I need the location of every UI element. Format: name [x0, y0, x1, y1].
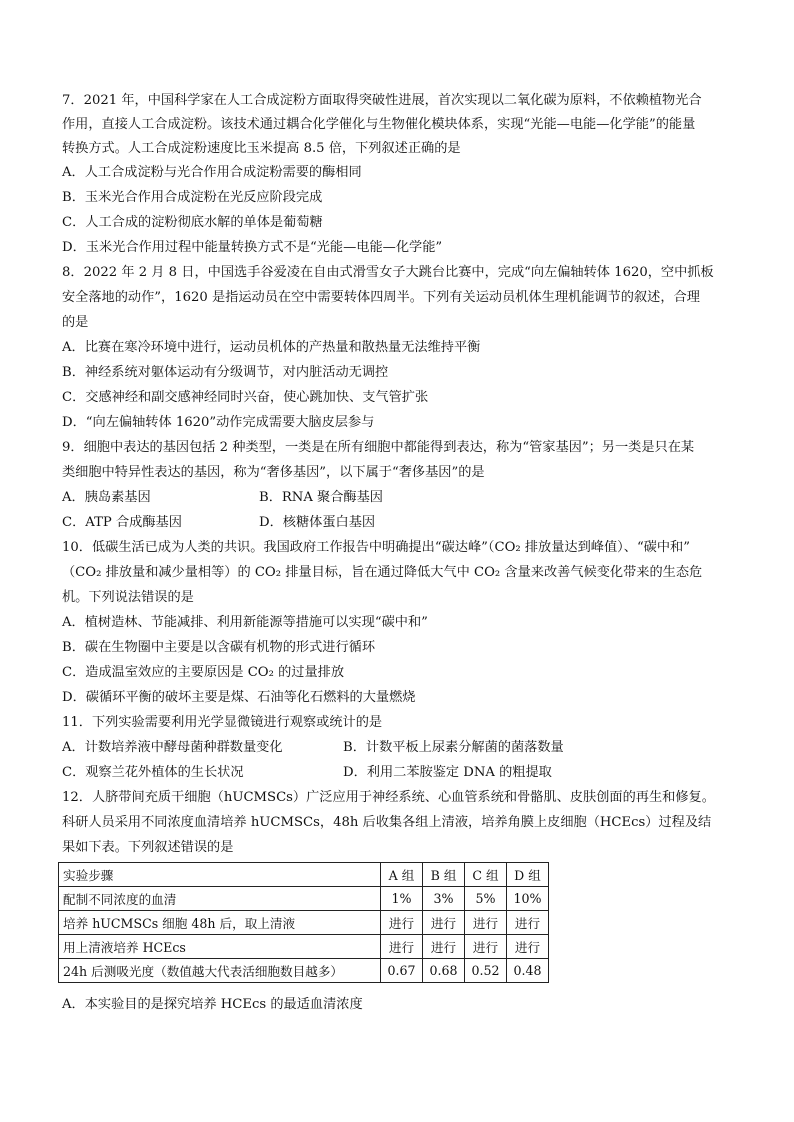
q9-stem-line-2: 类细胞中特异性表达的基因，称为“奢侈基因”，以下属于“奢侈基因”的是: [62, 465, 485, 480]
table-cell: 培养 hUCMSCs 细胞 48h 后，取上清液: [59, 911, 381, 935]
q8-option-a: A．比赛在寒冷环境中进行，运动员机体的产热量和散热量无法维持平衡: [62, 340, 481, 355]
q10-option-d: D．碳循环平衡的破坏主要是煤、石油等化石燃料的大量燃烧: [62, 690, 416, 705]
q11-option-b: B．计数平板上尿素分解菌的菌落数量: [343, 740, 564, 755]
q12-option-a: A．本实验目的是探究培养 HCEcs 的最适血清浓度: [62, 997, 363, 1012]
table-header-cell: B 组: [423, 863, 465, 887]
table-cell: 0.67: [381, 959, 423, 983]
q9-option-c: C．ATP 合成酶基因: [62, 515, 182, 530]
table-header-cell: 实验步骤: [59, 863, 381, 887]
q11-option-d: D．利用二苯胺鉴定 DNA 的粗提取: [343, 765, 552, 780]
q7-option-d: D．玉米光合作用过程中能量转换方式不是“光能—电能—化学能”: [62, 240, 443, 255]
table-cell: 进行: [465, 935, 507, 959]
table-cell: 0.48: [507, 959, 549, 983]
table-row: [59, 959, 549, 983]
q11-option-c: C．观察兰花外植体的生长状况: [62, 765, 244, 780]
table-cell: 0.68: [423, 959, 465, 983]
table-cell: 0.52: [465, 959, 507, 983]
table-cell: 5%: [465, 887, 507, 911]
q8-stem-line-1: 8．2022 年 2 月 8 日，中国选手谷爱凌在自由式滑雪女子大跳台比赛中，完成“向左偏轴转体 1620，空中抓板: [62, 265, 714, 280]
table-cell: 10%: [507, 887, 549, 911]
q8-stem-line-2: 安全落地的动作”，1620 是指运动员在空中需要转体四周半。下列有关运动员机体生理机能调节的叙述，合理: [62, 290, 700, 305]
q12-stem-line-2: 科研人员采用不同浓度血清培养 hUCMSCs，48h 后收集各组上清液，培养角膜上皮细胞（HCEcs）过程及结: [62, 815, 712, 830]
table-header-cell: A 组: [381, 863, 423, 887]
table-cell: 进行: [507, 935, 549, 959]
q8-option-c: C．交感神经和副交感神经同时兴奋，使心跳加快、支气管扩张: [62, 390, 429, 405]
q10-stem-line-1: 10．低碳生活已成为人类的共识。我国政府工作报告中明确提出“碳达峰”（CO₂ 排放量达到峰值）、“碳中和”: [62, 540, 690, 555]
q7-stem-line-3: 转换方式。人工合成淀粉速度比玉米提高 8.5 倍，下列叙述正确的是: [62, 141, 461, 156]
table-cell: 用上清液培养 HCEcs: [59, 935, 381, 959]
table-header-row: [59, 863, 549, 887]
q11-option-a: A．计数培养液中酵母菌种群数量变化: [62, 740, 283, 755]
experiment-table: [58, 862, 549, 983]
q10-option-c: C．造成温室效应的主要原因是 CO₂ 的过量排放: [62, 665, 345, 680]
table-header-cell: C 组: [465, 863, 507, 887]
table-cell: 3%: [423, 887, 465, 911]
q11-stem-line-1: 11．下列实验需要利用光学显微镜进行观察或统计的是: [62, 715, 383, 730]
q7-stem-line-2: 作用，直接人工合成淀粉。该技术通过耦合化学催化与生物催化模块体系，实现“光能—电能—化学能”的能量: [62, 117, 696, 132]
table-row: [59, 911, 549, 935]
q9-option-b: B．RNA 聚合酶基因: [259, 490, 383, 505]
q7-option-c: C．人工合成的淀粉彻底水解的单体是葡萄糖: [62, 215, 323, 230]
table-cell: 配制不同浓度的血清: [59, 887, 381, 911]
q10-option-b: B．碳在生物圈中主要是以含碳有机物的形式进行循环: [62, 640, 376, 655]
table-header-cell: D 组: [507, 863, 549, 887]
table-cell: 24h 后测吸光度（数值越大代表活细胞数目越多）: [59, 959, 381, 983]
table-cell: 进行: [507, 911, 549, 935]
q10-stem-line-3: 机。下列说法错误的是: [62, 590, 194, 605]
table-cell: 进行: [381, 935, 423, 959]
q12-stem-line-3: 果如下表。下列叙述错误的是: [62, 840, 234, 855]
q9-stem-line-1: 9．细胞中表达的基因包括 2 种类型，一类是在所有细胞中都能得到表达，称为“管家基因”；另一类是只在某: [62, 440, 695, 455]
q10-option-a: A．植树造林、节能减排、利用新能源等措施可以实现“碳中和”: [62, 615, 428, 630]
q7-option-b: B．玉米光合作用合成淀粉在光反应阶段完成: [62, 190, 323, 205]
table-row: [59, 887, 549, 911]
q12-stem-line-1: 12．人脐带间充质干细胞（hUCMSCs）广泛应用于神经系统、心血管系统和骨骼肌、皮肤创面的再生和修复。: [62, 790, 715, 805]
q8-stem-line-3: 的是: [62, 315, 89, 330]
q7-option-a: A．人工合成淀粉与光合作用合成淀粉需要的酶相同: [62, 165, 362, 180]
table-cell: 进行: [423, 911, 465, 935]
q7-stem-line-1: 7．2021 年，中国科学家在人工合成淀粉方面取得突破性进展，首次实现以二氧化碳为原料，不依赖植物光合: [62, 93, 702, 108]
table-row: [59, 935, 549, 959]
q8-option-b: B．神经系统对躯体运动有分级调节，对内脏活动无调控: [62, 365, 389, 380]
table-cell: 进行: [465, 911, 507, 935]
table-cell: 进行: [381, 911, 423, 935]
table-cell: 1%: [381, 887, 423, 911]
q8-option-d: D．“向左偏轴转体 1620”动作完成需要大脑皮层参与: [62, 415, 375, 430]
q10-stem-line-2: （CO₂ 排放量和减少量相等）的 CO₂ 排量目标，旨在通过降低大气中 CO₂ 含量来改善气候变化带来的生态危: [62, 565, 703, 580]
q9-option-d: D．核糖体蛋白基因: [259, 515, 376, 530]
table-cell: 进行: [423, 935, 465, 959]
q9-option-a: A．胰岛素基因: [62, 490, 151, 505]
